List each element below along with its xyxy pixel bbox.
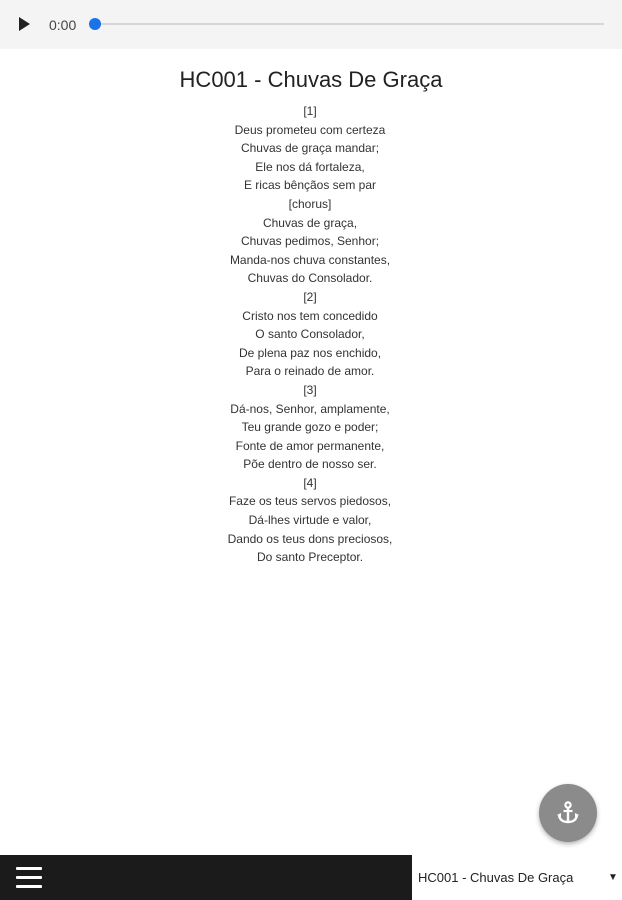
hymn-title: HC001 - Chuvas De Graça [179,67,443,92]
lyric-line: [3] [303,382,317,397]
audio-player [0,0,622,49]
lyric-line: Chuvas do Consolador. [247,271,373,286]
lyric-line: [1] [303,104,317,118]
lyric-line: Dando os teus dons preciosos, [227,531,393,546]
scroll-anchor-button[interactable] [539,784,597,842]
lyric-line: [4] [303,475,317,490]
current-time: 0:00 [49,17,77,33]
lyric-line: Chuvas pedimos, Senhor; [240,234,380,249]
lyric-line: Dá-lhes virtude e valor, [248,513,372,528]
hymn-select-value: HC001 - Chuvas De Graça [418,870,574,885]
lyric-line: Cristo nos tem concedido [242,308,378,323]
chevron-down-icon: ▼ [608,872,618,883]
lyric-line: Fonte de amor permanente, [235,438,385,453]
seek-track [94,23,604,25]
lyric-line: Para o reinado de amor. [245,364,375,379]
seek-bar[interactable] [94,21,604,27]
lyric-line: E ricas bênçãos sem par [243,178,377,193]
lyric-line: Deus prometeu com certeza [234,122,386,137]
lyric-line: [chorus] [288,196,332,211]
lyrics [0,102,620,567]
anchor-icon [555,800,581,826]
hymn-select[interactable] [412,855,622,900]
lyric-line: Manda-nos chuva constantes, [229,252,391,267]
lyric-line: De plena paz nos enchido, [238,345,382,360]
lyric-line: Ele nos dá fortaleza, [255,159,365,174]
play-icon [14,14,34,34]
lyric-line: [2] [303,289,317,304]
play-button[interactable] [14,14,34,34]
lyric-line: Põe dentro de nosso ser. [243,457,377,472]
lyric-line: Teu grande gozo e poder; [241,420,379,435]
lyric-line: Chuvas de graça mandar; [240,141,380,156]
seek-thumb[interactable] [89,18,101,30]
lyric-line: Chuvas de graça, [262,215,358,230]
lyric-line: O santo Consolador, [255,327,365,342]
lyric-line: Do santo Preceptor. [256,550,364,565]
menu-bar [0,855,412,900]
lyric-line: Dá-nos, Senhor, amplamente, [230,401,390,416]
hamburger-menu-icon[interactable] [14,864,44,891]
bottom-bar [0,855,622,900]
lyric-line: Faze os teus servos piedosos, [228,494,392,509]
